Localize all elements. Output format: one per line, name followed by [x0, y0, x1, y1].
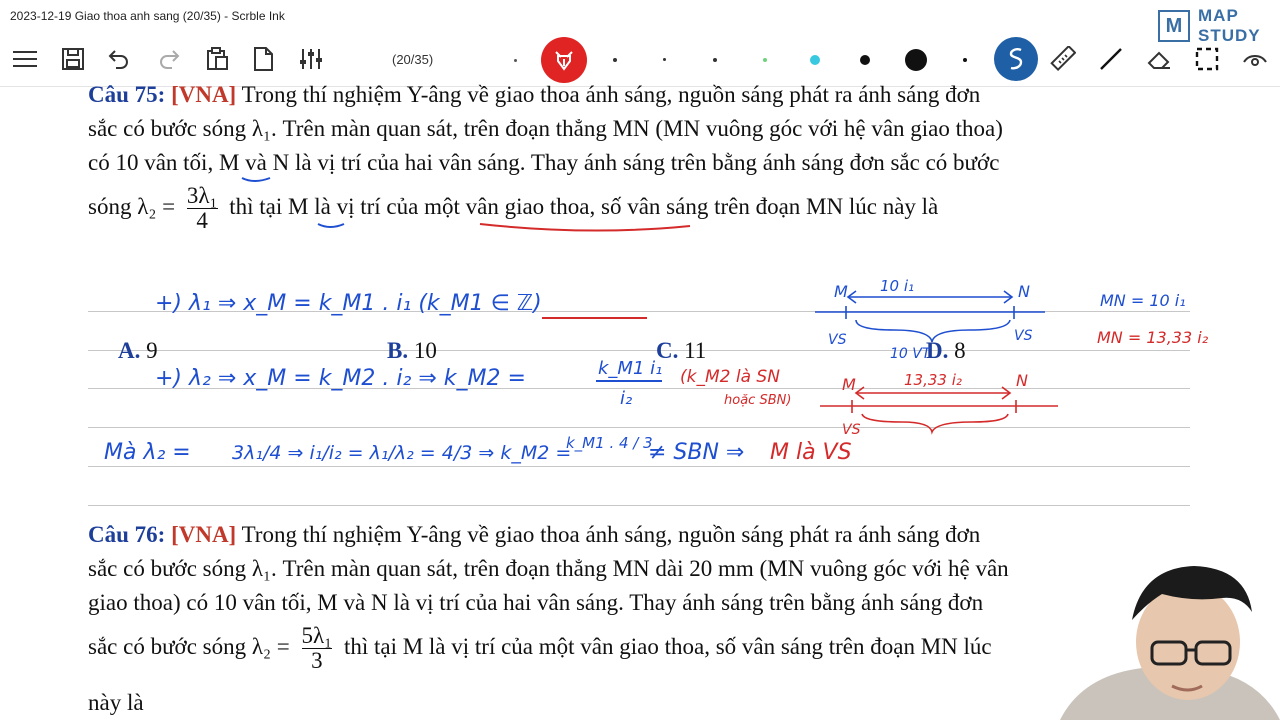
q75-line-2: sắc có bước sóng λ₁. Trên màn quan sát, trên đoạn thẳng MN (MN vuông góc với hệ vân giao thoa) [88, 116, 1003, 141]
ink-underline-m [242, 178, 270, 181]
q76-line-5: này là [88, 690, 144, 715]
clipboard-icon[interactable] [202, 44, 232, 74]
q76-line-2: sắc có bước sóng λ₁. Trên màn quan sát, trên đoạn thẳng MN dài 20 mm (MN vuông góc với hệ vân [88, 556, 1009, 581]
ink-diagram1-m: M [834, 282, 848, 301]
ink-underline-phrase [480, 224, 690, 231]
ink-diagram1-n: N [1018, 282, 1030, 301]
option-d-letter: D. [926, 338, 949, 363]
ink-diagram1-right: VS [1014, 328, 1033, 344]
lasso-icon[interactable] [994, 37, 1038, 81]
ink-side-note-1: MN = 10 i₁ [1100, 291, 1186, 310]
logo-mark: M [1158, 10, 1190, 42]
window-title: 2023-12-19 Giao thoa anh sang (20/35) - Scrble Ink [10, 9, 285, 23]
ink-row3-a: Mà λ₂ = [104, 440, 191, 465]
undo-icon[interactable] [104, 44, 134, 74]
ink-side-note-2: MN = 13,33 i₂ [1097, 328, 1209, 347]
option-c-letter: C. [656, 338, 679, 363]
title-bar [0, 0, 1280, 34]
sliders-icon[interactable] [296, 44, 326, 74]
q75-line-3: có 10 vân tối, M và N là vị trí của hai vân sáng. Thay ánh sáng trên bằng ánh sáng đơn sắc có bước [88, 150, 1000, 175]
q75-number: Câu 75: [88, 82, 166, 107]
mapstudy-logo [1158, 6, 1274, 46]
presenter-webcam [1060, 560, 1280, 720]
option-a-letter: A. [118, 338, 141, 363]
ink-row3-b: 3λ₁/4 ⇒ i₁/i₂ = λ₁/λ₂ = 4/3 ⇒ k_M2 = [232, 442, 572, 464]
pen-size-dot[interactable] [514, 59, 517, 62]
pen-badge-icon[interactable] [541, 37, 587, 83]
q75-frac-num: 3λ₁ [186, 183, 218, 208]
view-icon[interactable] [1240, 44, 1270, 74]
logo-line-1: MAP [1198, 6, 1239, 25]
pen-size-dot[interactable] [663, 58, 666, 61]
option-b-letter: B. [387, 338, 409, 363]
cyan-color-dot[interactable] [810, 55, 820, 65]
select-icon[interactable] [1192, 44, 1222, 74]
ink-row2-den: i₂ [620, 388, 633, 409]
option-c-value: 11 [684, 338, 707, 363]
toolbar [0, 34, 1280, 87]
q75-frac-den: 4 [196, 208, 208, 233]
q76-text-4a: sắc có bước sóng λ₂ = [88, 633, 290, 659]
pen-size-dot[interactable] [613, 58, 617, 62]
ink-diagram2-top: 13,33 i₂ [904, 371, 962, 389]
ink-row2-note2: hoặc SBN) [724, 393, 792, 408]
black-color-dot[interactable] [860, 55, 870, 65]
ink-row3-c: ≠ SBN ⇒ [648, 440, 745, 465]
q76-frac-den: 3 [311, 648, 323, 673]
ink-row3-frac: k_M1 . 4 / 3 [566, 434, 653, 452]
redo-icon[interactable] [154, 44, 184, 74]
q76-number: Câu 76: [88, 522, 166, 547]
pen-size-dot[interactable] [713, 58, 717, 62]
eraser-icon[interactable] [1144, 44, 1174, 74]
q76-text-4b: thì tại M là vị trí của một vân giao thoa, số vân sáng trên đoạn MN lúc [343, 633, 992, 659]
ink-diagram1-top: 10 i₁ [880, 277, 915, 295]
menu-icon[interactable] [10, 44, 40, 74]
black-large-dot[interactable] [905, 49, 927, 71]
ruler-icon[interactable] [1048, 44, 1078, 74]
ink-row2: +) λ₂ ⇒ x_M = k_M2 . i₂ ⇒ k_M2 = [155, 366, 526, 391]
q75-text-4b: thì tại M là vị trí của một vân giao thoa, số vân sáng trên đoạn MN lúc này là [229, 193, 939, 219]
ink-row2-num: k_M1 i₁ [598, 358, 663, 379]
ink-diagram2-m: M [842, 375, 856, 394]
ink-underline-m [318, 224, 344, 227]
q76-tag: [VNA] [171, 522, 237, 547]
page-indicator: (20/35) [392, 52, 434, 67]
ink-diagram1-left: VS [828, 332, 847, 348]
ink-diagram2-left: VS [842, 422, 861, 438]
option-a-value: 9 [146, 338, 158, 363]
q76-text-1: Trong thí nghiệm Y-âng về giao thoa ánh sáng, nguồn sáng phát ra ánh sáng đơn [241, 522, 981, 547]
q75-text-1: Trong thí nghiệm Y-âng về giao thoa ánh sáng, nguồn sáng phát ra ánh sáng đơn [241, 82, 981, 107]
option-b-value: 10 [413, 338, 437, 363]
q76-frac-num: 5λ₁ [301, 623, 333, 648]
green-color-dot[interactable] [763, 58, 767, 62]
q75-tag: [VNA] [171, 82, 237, 107]
ink-row1: +) λ₁ ⇒ x_M = k_M1 . i₁ (k_M1 ∈ ℤ) [155, 291, 542, 316]
ink-diagram1-brace [856, 320, 1010, 342]
logo-line-2: STUDY [1198, 26, 1261, 45]
line-icon[interactable] [1096, 44, 1126, 74]
pen-size-dot[interactable] [963, 58, 967, 62]
page-icon[interactable] [248, 44, 278, 74]
q75-text-4a: sóng λ₂ = [88, 193, 176, 219]
save-icon[interactable] [58, 44, 88, 74]
option-d-value: 8 [954, 338, 966, 363]
ink-row2-note1: (k_M2 là SN [680, 367, 780, 387]
ink-row3-d: M là VS [770, 440, 852, 465]
ink-diagram2-brace [862, 414, 1008, 432]
presenter-avatar [1060, 560, 1280, 720]
q76-line-3: giao thoa) có 10 vân tối, M và N là vị trí của hai vân sáng. Thay ánh sáng trên bằng ánh sáng đơn [88, 590, 984, 615]
ink-diagram2-n: N [1016, 371, 1028, 390]
ink-diagram1-bottom: 10 VT [890, 346, 931, 362]
